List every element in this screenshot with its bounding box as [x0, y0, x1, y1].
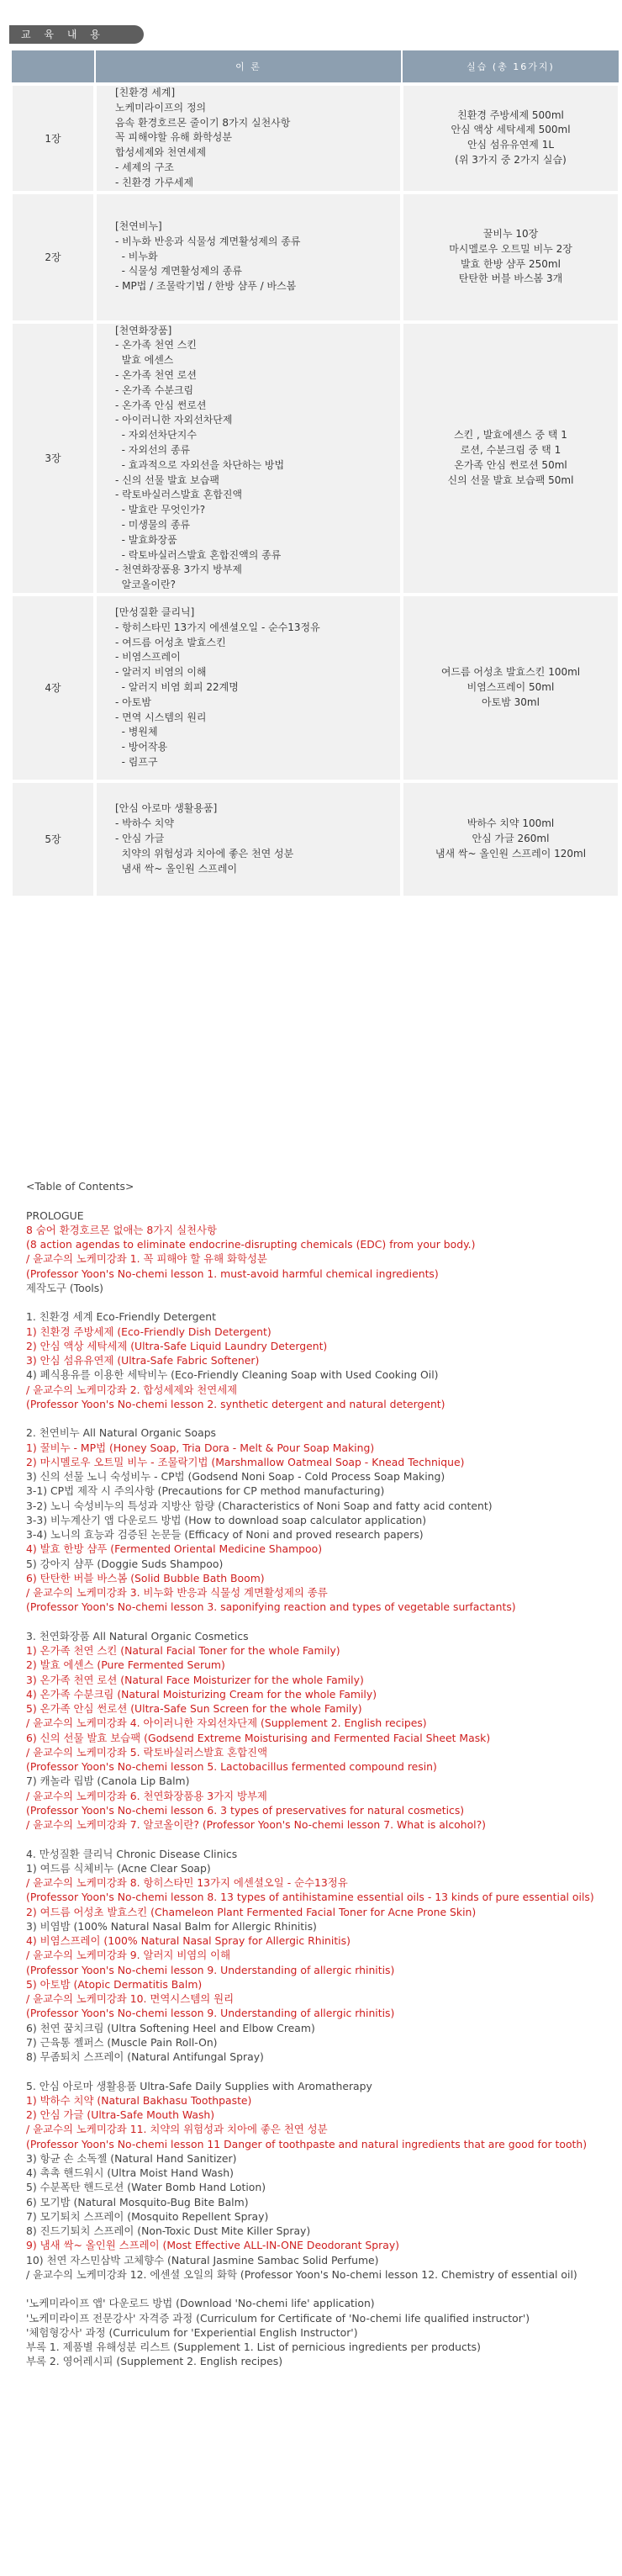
- toc-line: 3) 온가족 천연 로션 (Natural Face Moisturizer for the whole Family): [26, 1673, 364, 1686]
- lab-line: 비염스프레이 50ml: [466, 681, 555, 694]
- toc-line: 3-4) 노니의 효능과 검증된 논문들 (Efficacy of Noni and proved research papers): [26, 1528, 424, 1541]
- lab-line: 냄새 싹~ 올인원 스프레이 120ml: [435, 847, 587, 860]
- chapter-cell: 5장: [11, 781, 95, 897]
- theory-line: - 온가족 안심 썬로션: [115, 399, 207, 411]
- toc-line: 7) 근육통 젤퍼스 (Muscle Pain Roll-On): [26, 2035, 218, 2049]
- toc-line: 7) 모기퇴치 스프레이 (Mosquito Repellent Spray): [26, 2209, 269, 2223]
- toc-line: [26, 2064, 614, 2078]
- table-row: [11, 595, 619, 781]
- chapter-cell: 2장: [11, 193, 95, 322]
- theory-line: - 미생물의 종류: [115, 518, 191, 531]
- theory-line: - 비누화: [115, 250, 158, 262]
- lab-line: 꿀비누 10장: [482, 227, 539, 240]
- theory-line: - 안심 가글: [115, 833, 165, 845]
- theory-cell: [95, 84, 402, 193]
- toc-line: 4) 발효 한방 샴푸 (Fermented Oriental Medicine Shampoo): [26, 1542, 323, 1556]
- lab-line: 친환경 주방세제 500ml: [457, 108, 564, 121]
- lab-line: 안심 가글 260ml: [472, 833, 550, 845]
- toc-line: 3) 안심 섬유유연제 (Ultra-Safe Fabric Softener): [26, 1354, 260, 1367]
- toc-line: (8 action agendas to eliminate endocrine-disrupting chemicals (EDC) from your body.): [26, 1238, 476, 1251]
- lab-line: (위 3가지 중 2가지 실습): [455, 154, 567, 167]
- theory-line: - MP법 / 조물락기법 / 한방 샴푸 / 바스봄: [115, 280, 297, 293]
- theory-line: - 식물성 계면활성제의 종류: [115, 265, 242, 278]
- toc-line: 3-3) 비누계산기 앱 다운로드 방법 (How to download soap calculator application): [26, 1513, 427, 1526]
- theory-line: - 발효화장품: [115, 533, 177, 546]
- table-row: [11, 193, 619, 322]
- toc-line: / 윤교수의 노케미강좌 6. 천연화장품용 3가지 방부제: [26, 1789, 267, 1802]
- theory-line: - 천연화장품용 3가지 방부제: [115, 563, 242, 576]
- theory-line: 치약의 위험성과 치아에 좋은 천연 성분: [115, 847, 294, 860]
- theory-line: 발효 에센스: [115, 354, 174, 367]
- theory-cell: [95, 322, 402, 595]
- toc-line: 10) 천연 자스민삼박 고체향수 (Natural Jasmine Sambac Solid Perfume): [26, 2253, 379, 2267]
- toc-line: [26, 1193, 614, 1208]
- theory-line: - 항히스타민 13가지 에센셜오일 - 순수13정유: [115, 621, 320, 633]
- toc-line: 5) 수분폭탄 핸드로션 (Water Bomb Hand Lotion): [26, 2181, 266, 2194]
- column-header-theory: 이 론: [95, 50, 402, 84]
- lab-line: 아토밤 30ml: [482, 696, 540, 708]
- toc-line: 3. 천연화장품 All Natural Organic Cosmetics: [26, 1629, 249, 1642]
- toc-line: (Professor Yoon's No-chemi lesson 8. 13 types of antihistamine essential oils - 13 kinds of pure essential oils): [26, 1891, 594, 1904]
- toc-line: / 윤교수의 노케미강좌 1. 꼭 피해야 할 유해 화학성분: [26, 1252, 267, 1266]
- toc-line: '노케미라이프 전문강사' 자격증 과정 (Curriculum for Certificate of 'No-chemi life qualified instructor'): [26, 2311, 530, 2325]
- toc-line: 9) 냄새 싹~ 올인원 스프레이 (Most Effective ALL-IN-ONE Deodorant Spray): [26, 2239, 400, 2252]
- theory-line: - 비염스프레이: [115, 651, 181, 664]
- theory-cell: [95, 595, 402, 781]
- theory-line: 노케미라이프의 정의: [115, 101, 207, 114]
- table-of-contents: [26, 1179, 614, 2369]
- lab-line: 스킨 , 발효에센스 중 택 1: [454, 429, 567, 442]
- toc-line: 4) 비염스프레이 (100% Natural Nasal Spray for Allergic Rhinitis): [26, 1934, 351, 1947]
- lab-cell: [402, 595, 619, 781]
- toc-line: 6) 천연 꿈치크림 (Ultra Softening Heel and Elbow Cream): [26, 2021, 315, 2034]
- toc-line: / 윤교수의 노케미강좌 7. 알코올이란? (Professor Yoon's No-chemi lesson 7. What is alcohol?): [26, 1818, 487, 1831]
- toc-line: / 윤교수의 노케미강좌 10. 면역시스템의 원리: [26, 1992, 235, 2005]
- toc-line: 1) 꿀비누 - MP법 (Honey Soap, Tria Dora - Melt & Pour Soap Making): [26, 1441, 375, 1454]
- toc-line: 1) 온가족 천연 스킨 (Natural Facial Toner for the whole Family): [26, 1644, 340, 1657]
- theory-line: [천연비누]: [115, 220, 162, 233]
- toc-line: [26, 1295, 614, 1309]
- toc-line: 7) 캐놀라 립밤 (Canola Lip Balm): [26, 1775, 190, 1788]
- toc-line: 5) 강아지 샴푸 (Doggie Suds Shampoo): [26, 1557, 224, 1570]
- toc-line: 2) 발효 에센스 (Pure Fermented Serum): [26, 1658, 225, 1672]
- toc-line: 2) 여드름 어성초 발효스킨 (Chameleon Plant Fermented Facial Toner for Acne Prone Skin): [26, 1905, 477, 1918]
- toc-line: [26, 1832, 614, 1846]
- toc-line: [26, 1615, 614, 1629]
- toc-line: PROLOGUE: [26, 1209, 84, 1222]
- toc-line: 2) 안심 가글 (Ultra-Safe Mouth Wash): [26, 2108, 215, 2121]
- toc-line: [26, 2282, 614, 2296]
- theory-line: - 면역 시스템의 원리: [115, 711, 207, 723]
- theory-line: - 알러지 비염의 이해: [115, 666, 207, 679]
- theory-line: - 여드름 어성초 발효스킨: [115, 636, 226, 648]
- lab-line: 탄탄한 버블 바스봄 3개: [458, 272, 563, 285]
- toc-line: / 윤교수의 노케미강좌 2. 합성세제와 천연세제: [26, 1383, 238, 1396]
- table-row: [11, 781, 619, 897]
- theory-line: - 락토바실러스발효 혼합진액의 종류: [115, 548, 282, 561]
- toc-line: 8 숨어 환경호르몬 없애는 8가지 실천사항: [26, 1223, 217, 1236]
- section-tag: 교 육 내 용: [9, 25, 144, 44]
- toc-line: 4) 온가족 수분크림 (Natural Moisturizing Cream for the whole Family): [26, 1687, 377, 1701]
- toc-line: 8) 진드기퇴치 스프레이 (Non-Toxic Dust Mite Killer Spray): [26, 2224, 311, 2237]
- toc-line: / 윤교수의 노케미강좌 12. 에센셜 오일의 화학 (Professor Yoon's No-chemi lesson 12. Chemistry of essential oil): [26, 2267, 577, 2281]
- toc-line: / 윤교수의 노케미강좌 3. 비누화 반응과 식물성 계면활성제의 종류: [26, 1586, 328, 1599]
- lab-line: 안심 섬유유연제 1L: [466, 139, 555, 151]
- lab-line: 여드름 어성초 발효스킨 100ml: [440, 666, 581, 679]
- toc-line: (Professor Yoon's No-chemi lesson 9. Understanding of allergic rhinitis): [26, 1963, 395, 1976]
- theory-line: - 신의 선물 발효 보습팩: [115, 473, 219, 486]
- toc-line: / 윤교수의 노케미강좌 5. 락토바실러스발효 혼합진액: [26, 1745, 268, 1759]
- lab-line: 온가족 안심 썬로션 50ml: [454, 458, 567, 471]
- theory-line: - 아이러니한 자외선차단제: [115, 414, 233, 426]
- theory-line: - 자외선차단지수: [115, 429, 197, 442]
- theory-line: - 알러지 비염 회피 22계명: [115, 681, 239, 694]
- lab-line: 발효 한방 샴푸 250ml: [461, 257, 561, 270]
- table-row: [11, 322, 619, 595]
- lab-line: 안심 액상 세탁세제 500ml: [451, 124, 571, 136]
- toc-line: 5. 안심 아로마 생활용품 Ultra-Safe Daily Supplies with Aromatherapy: [26, 2079, 372, 2092]
- toc-line: (Professor Yoon's No-chemi lesson 6. 3 types of preservatives for natural cosmetics): [26, 1803, 465, 1817]
- theory-line: - 림프구: [115, 756, 158, 768]
- toc-line: 6) 모기밤 (Natural Mosquito-Bug Bite Balm): [26, 2195, 249, 2208]
- toc-line: 2) 마시멜로우 오트밀 비누 - 조물락기법 (Marshmallow Oatmeal Soap - Knead Technique): [26, 1455, 465, 1468]
- theory-cell: [95, 193, 402, 322]
- curriculum-table: [9, 49, 621, 899]
- lab-line: 로션, 수분크림 중 택 1: [460, 443, 561, 456]
- theory-line: [친환경 세계]: [115, 87, 176, 98]
- theory-line: - 온가족 천연 스킨: [115, 339, 197, 352]
- theory-line: 합성세제와 천연세제: [115, 146, 207, 159]
- theory-line: - 박하수 치약: [115, 817, 174, 830]
- theory-line: 음속 환경호르몬 줄이기 8가지 실천사항: [115, 116, 291, 129]
- toc-line: 1. 친환경 세계 Eco-Friendly Detergent: [26, 1310, 216, 1324]
- theory-line: - 병원체: [115, 726, 158, 738]
- theory-cell: [95, 781, 402, 897]
- toc-line: 3) 비염밤 (100% Natural Nasal Balm for Allergic Rhinitis): [26, 1919, 317, 1933]
- toc-line: 6) 신의 선물 발효 보습팩 (Godsend Extreme Moisturising and Fermented Facial Sheet Mask): [26, 1731, 491, 1744]
- theory-line: - 발효란 무엇인가?: [115, 504, 206, 516]
- theory-line: [안심 아로마 생활용품]: [115, 802, 218, 815]
- theory-line: - 세제의 구조: [115, 161, 174, 173]
- theory-line: [만성질환 클리닉]: [115, 606, 195, 619]
- toc-line: 4) 폐식용유를 이용한 세탁비누 (Eco-Friendly Cleaning Soap with Used Cooking Oil): [26, 1368, 439, 1382]
- toc-line: (Professor Yoon's No-chemi lesson 1. must-avoid harmful chemical ingredients): [26, 1267, 439, 1280]
- toc-line: 6) 탄탄한 버블 바스봄 (Solid Bubble Bath Boom): [26, 1571, 265, 1584]
- toc-line: 1) 친환경 주방세제 (Eco-Friendly Dish Detergent): [26, 1325, 271, 1338]
- theory-line: 알코올이란?: [115, 579, 176, 591]
- chapter-cell: 3장: [11, 322, 95, 595]
- toc-line: 3) 항균 손 소독젤 (Natural Hand Sanitizer): [26, 2151, 237, 2165]
- toc-line: (Professor Yoon's No-chemi lesson 11 Danger of toothpaste and natural ingredients that are good for tooth): [26, 2137, 588, 2150]
- theory-line: - 효과적으로 자외선을 차단하는 방법: [115, 458, 285, 471]
- toc-line: 1) 박하수 치약 (Natural Bakhasu Toothpaste): [26, 2093, 252, 2107]
- toc-line: (Professor Yoon's No-chemi lesson 2. synthetic detergent and natural detergent): [26, 1397, 445, 1410]
- toc-line: / 윤교수의 노케미강좌 9. 알러지 비염의 이해: [26, 1949, 231, 1962]
- lab-cell: [402, 193, 619, 322]
- toc-line: 1) 여드름 식체비누 (Acne Clear Soap): [26, 1861, 211, 1875]
- theory-line: - 온가족 수분크림: [115, 383, 194, 396]
- toc-line: 4) 촉촉 핸드워시 (Ultra Moist Hand Wash): [26, 2166, 234, 2179]
- toc-line: 3) 신의 선물 노니 숙성비누 - CP법 (Godsend Noni Soap - Cold Process Soap Making): [26, 1470, 445, 1483]
- theory-line: - 자외선의 종류: [115, 443, 191, 456]
- column-header-chapter: [11, 50, 95, 84]
- theory-line: 냄새 싹~ 올인원 스프레이: [115, 862, 238, 875]
- toc-line: 제작도구 (Tools): [26, 1281, 104, 1294]
- toc-line: 부록 1. 제품별 유해성분 리스트 (Supplement 1. List of pernicious ingredients per products): [26, 2341, 481, 2353]
- toc-line: 3-1) CP법 제작 시 주의사항 (Precautions for CP method manufacturing): [26, 1484, 385, 1498]
- toc-line: / 윤교수의 노케미강좌 11. 치약의 위험성과 치아에 좋은 천연 성분: [26, 2123, 328, 2136]
- chapter-cell: 4장: [11, 595, 95, 781]
- toc-line: 4. 만성질환 클리닉 Chronic Disease Clinics: [26, 1847, 238, 1860]
- lab-cell: [402, 84, 619, 193]
- toc-line: 3-2) 노니 숙성비누의 특성과 지방산 함량 (Characteristics of Noni Soap and fatty acid content): [26, 1499, 493, 1512]
- toc-line: '노케미라이프 앱' 다운로드 방법 (Download 'No-chemi life' application): [26, 2297, 375, 2310]
- toc-line: (Professor Yoon's No-chemi lesson 3. saponifying reaction and types of vegetable surfactants): [26, 1600, 516, 1614]
- toc-line: (Professor Yoon's No-chemi lesson 5. Lactobacillus fermented compound resin): [26, 1760, 437, 1773]
- table-header-row: [11, 50, 619, 84]
- toc-line: 2) 안심 액상 세탁세제 (Ultra-Safe Liquid Laundry Detergent): [26, 1339, 328, 1352]
- toc-line: / 윤교수의 노케미강좌 8. 항히스타민 13가지 에센셜오일 - 순수13정유: [26, 1876, 348, 1889]
- theory-line: - 락토바실러스발효 혼합진액: [115, 489, 243, 501]
- toc-line: 5) 온가족 안심 썬로션 (Ultra-Safe Sun Screen for the whole Family): [26, 1702, 362, 1715]
- theory-line: - 아토밤: [115, 696, 151, 708]
- toc-line: 2. 천연비누 All Natural Organic Soaps: [26, 1426, 217, 1440]
- toc-line: / 윤교수의 노케미강좌 4. 아이러니한 자외선차단제 (Supplement 2. English recipes): [26, 1716, 427, 1730]
- lab-cell: [402, 322, 619, 595]
- theory-line: 꼭 피해야할 유해 화학성분: [115, 131, 232, 144]
- chapter-cell: 1장: [11, 84, 95, 193]
- theory-line: - 방어작용: [115, 741, 168, 754]
- toc-line: 부록 2. 영어레시피 (Supplement 2. English recipes): [26, 2355, 283, 2368]
- toc-line: 8) 무좀퇴치 스프레이 (Natural Antifungal Spray): [26, 2050, 264, 2063]
- toc-line: '체험형강사' 과정 (Curriculum for 'Experiential English Instructor'): [26, 2325, 358, 2339]
- toc-line: <Table of Contents>: [26, 1180, 134, 1193]
- theory-line: - 비누화 반응과 식물성 계면활성제의 종류: [115, 235, 301, 247]
- lab-line: 박하수 치약 100ml: [466, 817, 555, 830]
- lab-line: 마시멜로우 오트밀 비누 2장: [449, 242, 572, 255]
- table-row: [11, 84, 619, 193]
- toc-line: (Professor Yoon's No-chemi lesson 9. Understanding of allergic rhinitis): [26, 2007, 395, 2020]
- theory-line: [천연화장품]: [115, 324, 172, 336]
- toc-line: [26, 1411, 614, 1426]
- column-header-lab: 실습 (총 16가지): [402, 50, 619, 84]
- toc-line: 5) 아토밤 (Atopic Dermatitis Balm): [26, 1977, 203, 1991]
- lab-line: 신의 선물 발효 보습팩 50ml: [447, 473, 574, 486]
- lab-cell: [402, 781, 619, 897]
- theory-line: - 친환경 가루세제: [115, 176, 194, 188]
- theory-line: - 온가족 천연 로션: [115, 368, 197, 381]
